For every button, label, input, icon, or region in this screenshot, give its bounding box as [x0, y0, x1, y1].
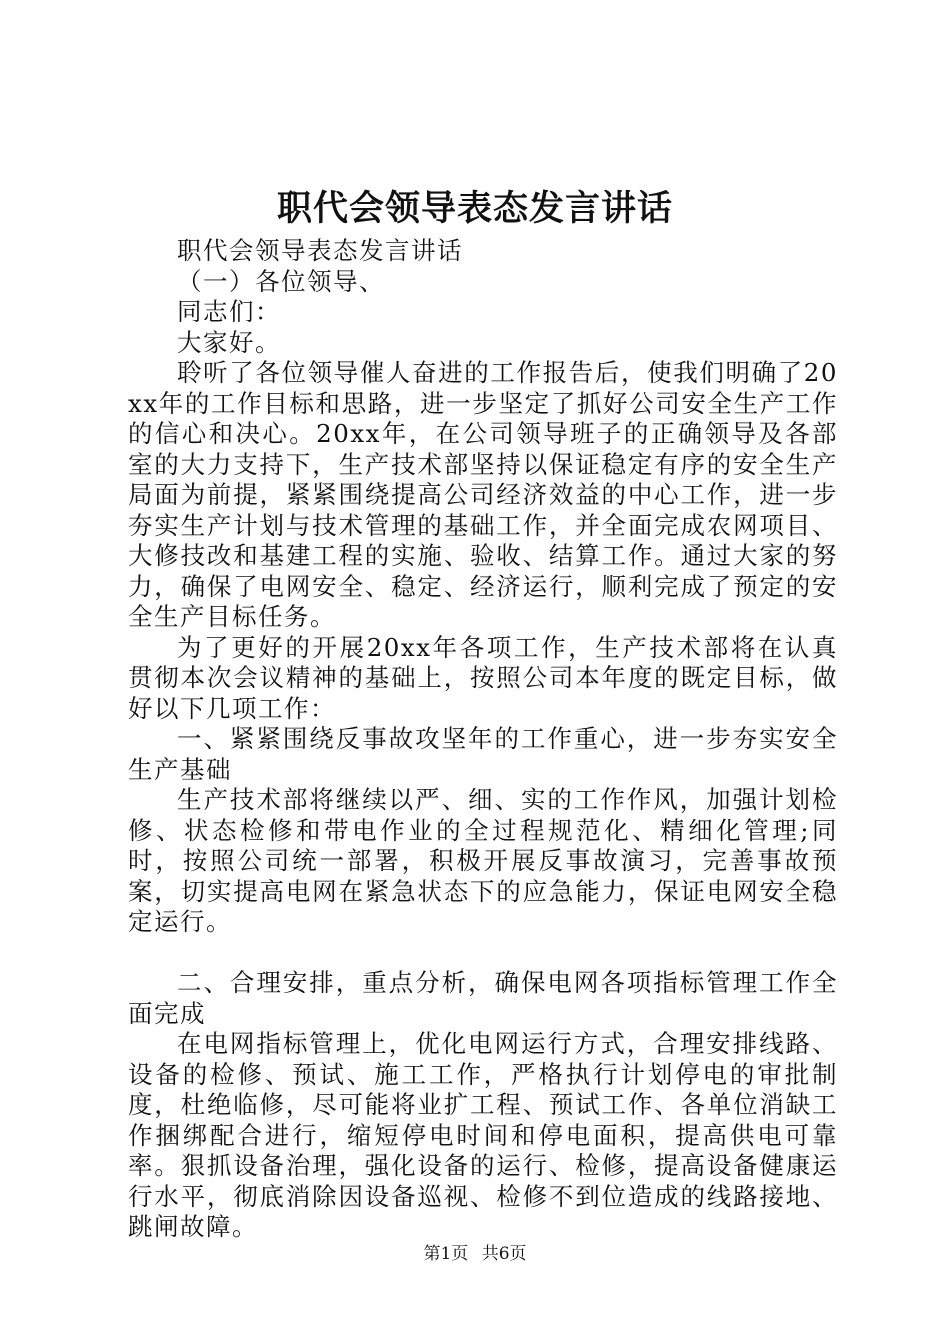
page-total: 共6页	[481, 1244, 527, 1264]
paragraph-review: 聆听了各位领导催人奋进的工作报告后，使我们明确了20xx年的工作目标和思路，进一步坚定了抓好公司安全生产工作的信心和决心。20xx年，在公司领导班子的正确领导及各部室的大力支持下，生产技术部坚持以保证稳定有序的安全生产局面为前提，紧紧围绕提高公司经济效益的中心工作，进一步夯实生产计划与技术管理的基础工作，并全面完成农网项目、大修技改和基建工程的实施、验收、结算工作。通过大家的努力，确保了电网安全、稳定、经济运行，顺利完成了预定的安全生产目标任务。	[128, 358, 838, 631]
paragraph-plan-intro: 为了更好的开展20xx年各项工作，生产技术部将在认真贯彻本次会议精神的基础上，按照公司本年度的既定目标，做好以下几项工作：	[128, 632, 838, 723]
greeting: 大家好。	[177, 327, 281, 357]
body-heading-repeat: 职代会领导表态发言讲话	[177, 236, 463, 265]
paragraph-section-2: 在电网指标管理上，优化电网运行方式，合理安排线路、设备的检修、预试、施工工作，严格执行计划停电的审批制度，杜绝临修，尽可能将业扩工程、预试工作、各单位消缺工作捆绑配合进行，缩短停电时间和停电面积，提高供电可靠率。狠抓设备治理，强化设备的运行、检修，提高设备健康运行水平，彻底消除因设备巡视、检修不到位造成的线路接地、跳闸故障。	[128, 1029, 838, 1241]
section-heading-2: 二、合理安排，重点分析，确保电网各项指标管理工作全面完成	[128, 968, 838, 1028]
page-number: 第1页	[423, 1244, 469, 1264]
document-title: 职代会领导表态发言讲话	[276, 188, 673, 229]
document-body	[128, 236, 838, 1243]
salutation-comrades: 同志们：	[177, 297, 281, 326]
paragraph-section-1: 生产技术部将继续以严、细、实的工作作风，加强计划检修、状态检修和带电作业的全过程规范化、精细化管理;同时，按照公司统一部署，积极开展反事故演习，完善事故预案，切实提高电网在紧急状态下的应急能力，保证电网安全稳定运行。	[128, 785, 838, 936]
section-heading-1: 一、紧紧围绕反事故攻坚年的工作重心，进一步夯实安全生产基础	[128, 724, 838, 784]
salutation-leaders: （一）各位领导、	[177, 266, 385, 296]
page-footer	[0, 1242, 950, 1266]
